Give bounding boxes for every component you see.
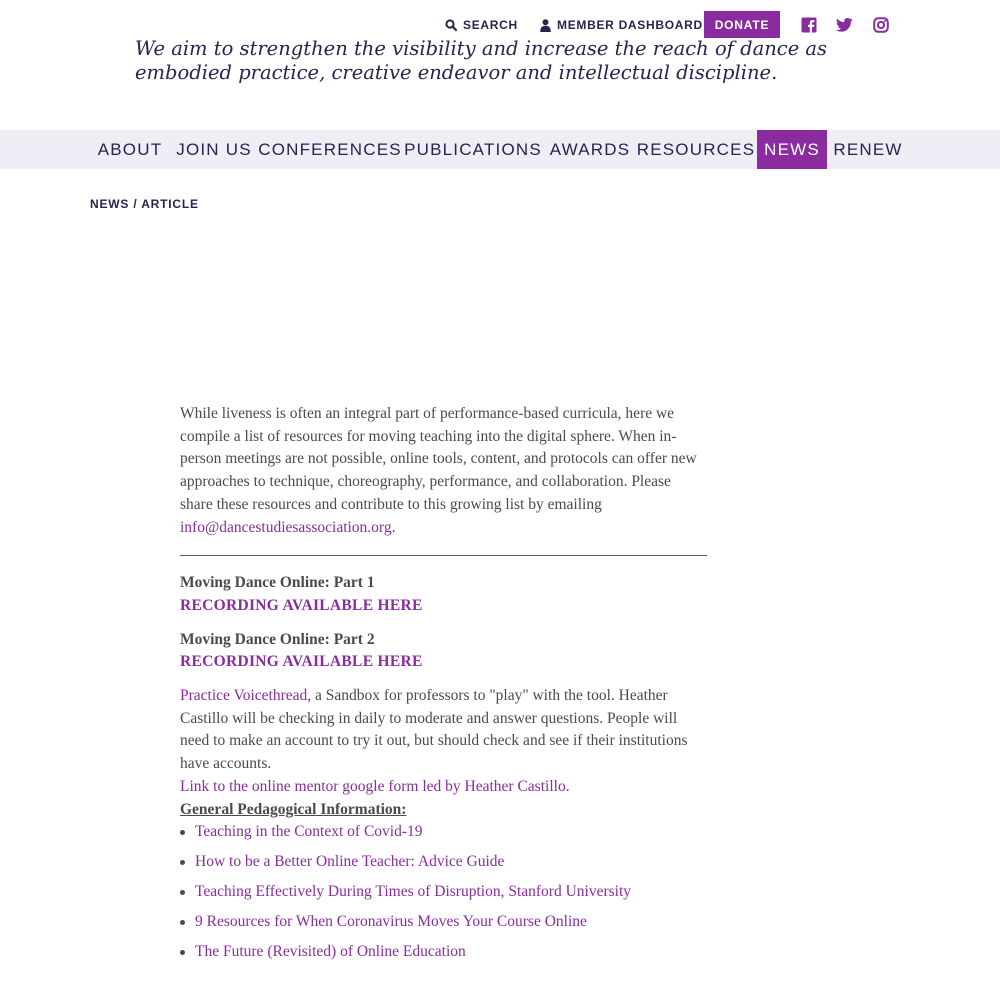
- recording-title: Moving Dance Online: Part 2: [180, 630, 375, 648]
- list-item: [180, 911, 707, 934]
- article-body: [180, 403, 707, 971]
- breadcrumb-current: ARTICLE: [141, 197, 199, 211]
- nav-item-publications[interactable]: PUBLICATIONS: [404, 139, 542, 159]
- intro-end: .: [391, 518, 396, 536]
- voicethread-link[interactable]: Practice Voicethread: [180, 687, 308, 705]
- search-link[interactable]: [445, 17, 518, 33]
- section-heading: General Pedagogical Information:: [180, 800, 407, 818]
- breadcrumb: [90, 197, 199, 211]
- instagram-icon[interactable]: [873, 17, 889, 33]
- donate-button[interactable]: DONATE: [704, 11, 780, 38]
- member-dashboard-link[interactable]: [540, 17, 703, 33]
- user-icon: [540, 19, 551, 32]
- list-item: [180, 881, 707, 904]
- resource-link[interactable]: 9 Resources for When Coronavirus Moves Your Course Online: [195, 912, 587, 930]
- resource-link[interactable]: Teaching in the Context of Covid-19: [195, 823, 423, 841]
- divider: [180, 555, 707, 556]
- facebook-icon[interactable]: [801, 17, 817, 33]
- intro-text: While liveness is often an integral part of performance-based curricula, here we compile a list of resources for moving teaching into the digital sphere. When in-person meetings are not possible, online tools, content, and protocols can offer new approaches to technique, choreography, performance, and collaboration. Please share these resources and contribute to this growing list by emailing: [180, 405, 697, 513]
- nav-item-awards[interactable]: AWARDS: [549, 139, 631, 159]
- recording-title: Moving Dance Online: Part 1: [180, 574, 375, 592]
- main-navigation: [0, 130, 1000, 169]
- list-item: [180, 851, 707, 874]
- twitter-icon[interactable]: [836, 17, 853, 33]
- nav-item-renew[interactable]: RENEW: [833, 139, 903, 159]
- intro-paragraph: [180, 403, 707, 539]
- resource-list: [180, 821, 707, 963]
- nav-item-conferences[interactable]: CONFERENCES: [258, 139, 402, 159]
- site-tagline: We aim to strengthen the visibility and increase the reach of dance as embodied practice, creative endeavor and intellectual discipline.: [135, 37, 828, 84]
- recording-block-part-2: [180, 629, 707, 674]
- list-item: [180, 941, 707, 964]
- nav-item-resources[interactable]: RESOURCES: [636, 139, 756, 159]
- breadcrumb-separator: /: [133, 197, 138, 211]
- mentor-paragraph: [180, 776, 707, 799]
- breadcrumb-news-link[interactable]: NEWS: [90, 197, 130, 211]
- resource-link[interactable]: Teaching Effectively During Times of Disruption, Stanford University: [195, 883, 632, 901]
- recording-block-part-1: [180, 572, 707, 617]
- voicethread-text: , a Sandbox for professors to "play" with the tool. Heather Castillo will be checking in daily to moderate and answer questions. People will need to make an account to try it out, but should check and see if their institutions have accounts.: [180, 687, 688, 773]
- search-label: SEARCH: [463, 18, 518, 32]
- list-item: [180, 821, 707, 844]
- recording-link[interactable]: RECORDING AVAILABLE HERE: [180, 653, 423, 671]
- member-dashboard-label: MEMBER DASHBOARD: [557, 18, 703, 32]
- recording-link[interactable]: RECORDING AVAILABLE HERE: [180, 596, 423, 614]
- search-icon: [445, 19, 457, 31]
- nav-item-join-us[interactable]: JOIN US: [176, 139, 252, 159]
- resource-link[interactable]: The Future (Revisited) of Online Education: [195, 942, 466, 960]
- email-link[interactable]: info@dancestudiesassociation.org: [180, 518, 392, 536]
- voicethread-paragraph: [180, 685, 707, 776]
- nav-item-about[interactable]: ABOUT: [97, 139, 163, 159]
- resource-link[interactable]: How to be a Better Online Teacher: Advice Guide: [195, 853, 505, 871]
- mentor-form-link[interactable]: Link to the online mentor google form led by Heather Castillo.: [180, 777, 570, 795]
- nav-item-news[interactable]: NEWS: [757, 130, 827, 169]
